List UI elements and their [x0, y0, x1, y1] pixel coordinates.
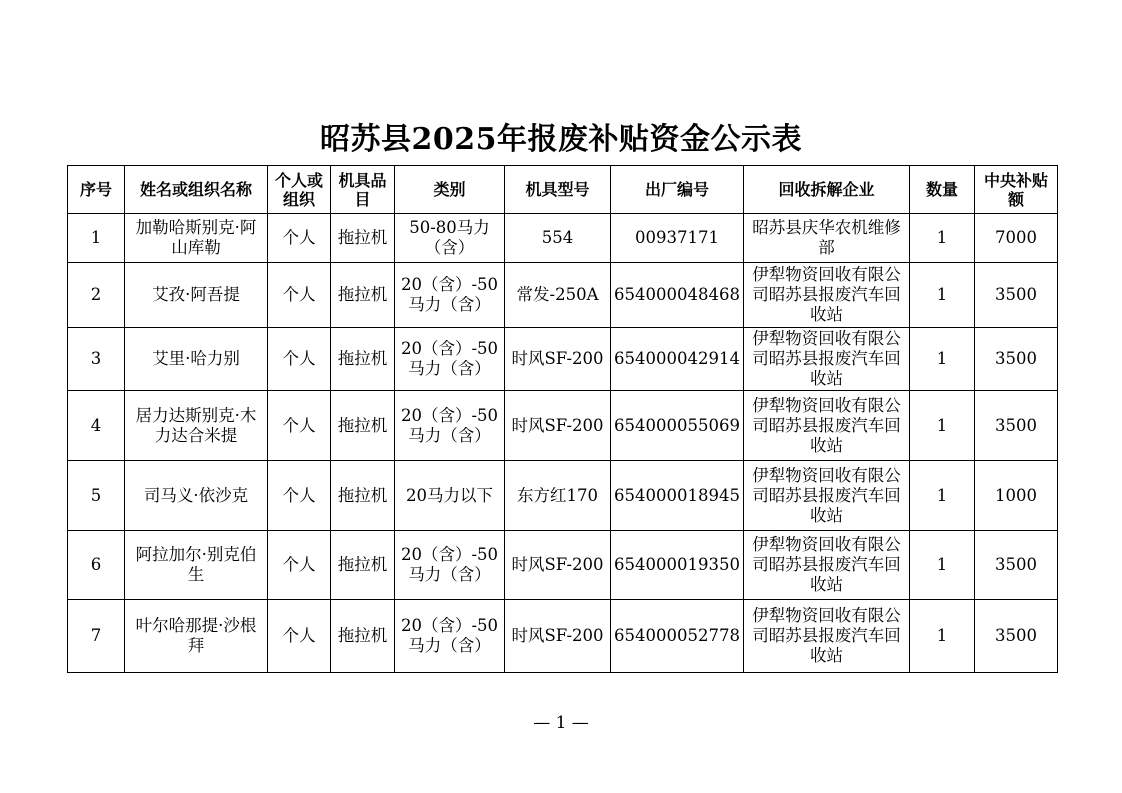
cell-subsidy: 3500	[975, 531, 1058, 600]
cell-subsidy: 3500	[975, 600, 1058, 673]
cell-subsidy: 1000	[975, 461, 1058, 531]
cell-index: 2	[68, 263, 125, 328]
page-title: 昭苏县2025年报废补贴资金公示表	[320, 122, 802, 157]
cell-quantity: 1	[910, 461, 975, 531]
header-cell: 个人或组织	[268, 166, 331, 214]
cell-model: 554	[505, 214, 611, 263]
cell-model: 常发-250A	[505, 263, 611, 328]
cell-subsidy: 7000	[975, 214, 1058, 263]
table-header-row	[68, 166, 1058, 214]
header-cell: 机具型号	[505, 166, 611, 214]
cell-type: 个人	[268, 391, 331, 461]
cell-serial: 654000055069	[611, 391, 744, 461]
cell-serial: 654000048468	[611, 263, 744, 328]
cell-name: 艾里·哈力别	[125, 328, 268, 391]
cell-name: 司马义·依沙克	[125, 461, 268, 531]
cell-index: 3	[68, 328, 125, 391]
cell-item: 拖拉机	[331, 214, 395, 263]
cell-category: 20（含）-50马力（含）	[395, 600, 505, 673]
cell-serial: 00937171	[611, 214, 744, 263]
cell-name: 叶尔哈那提·沙根拜	[125, 600, 268, 673]
table-row	[68, 461, 1058, 531]
table-row	[68, 328, 1058, 391]
cell-category: 20（含）-50马力（含）	[395, 263, 505, 328]
header-cell: 机具品目	[331, 166, 395, 214]
header-cell: 类别	[395, 166, 505, 214]
cell-item: 拖拉机	[331, 461, 395, 531]
cell-model: 时风SF-200	[505, 531, 611, 600]
cell-category: 50-80马力（含）	[395, 214, 505, 263]
cell-company: 伊犁物资回收有限公司昭苏县报废汽车回收站	[744, 531, 910, 600]
table-row	[68, 391, 1058, 461]
cell-index: 7	[68, 600, 125, 673]
cell-quantity: 1	[910, 214, 975, 263]
cell-item: 拖拉机	[331, 328, 395, 391]
cell-model: 时风SF-200	[505, 391, 611, 461]
cell-company: 伊犁物资回收有限公司昭苏县报废汽车回收站	[744, 263, 910, 328]
subsidy-table	[67, 165, 1058, 673]
cell-item: 拖拉机	[331, 600, 395, 673]
cell-index: 5	[68, 461, 125, 531]
header-cell: 数量	[910, 166, 975, 214]
cell-name: 加勒哈斯别克·阿山库勒	[125, 214, 268, 263]
cell-company: 伊犁物资回收有限公司昭苏县报废汽车回收站	[744, 600, 910, 673]
cell-index: 6	[68, 531, 125, 600]
cell-model: 时风SF-200	[505, 328, 611, 391]
table-row	[68, 263, 1058, 328]
cell-name: 艾孜·阿吾提	[125, 263, 268, 328]
cell-type: 个人	[268, 600, 331, 673]
cell-company: 伊犁物资回收有限公司昭苏县报废汽车回收站	[744, 461, 910, 531]
cell-quantity: 1	[910, 600, 975, 673]
header-cell: 中央补贴额	[975, 166, 1058, 214]
page-number: — 1 —	[533, 713, 589, 733]
cell-subsidy: 3500	[975, 263, 1058, 328]
cell-quantity: 1	[910, 263, 975, 328]
cell-model: 时风SF-200	[505, 600, 611, 673]
cell-serial: 654000019350	[611, 531, 744, 600]
cell-subsidy: 3500	[975, 328, 1058, 391]
cell-company: 昭苏县庆华农机维修部	[744, 214, 910, 263]
cell-company: 伊犁物资回收有限公司昭苏县报废汽车回收站	[744, 391, 910, 461]
cell-type: 个人	[268, 328, 331, 391]
header-cell: 回收拆解企业	[744, 166, 910, 214]
cell-name: 阿拉加尔·别克伯生	[125, 531, 268, 600]
cell-quantity: 1	[910, 531, 975, 600]
cell-company: 伊犁物资回收有限公司昭苏县报废汽车回收站	[744, 328, 910, 391]
cell-type: 个人	[268, 214, 331, 263]
cell-type: 个人	[268, 263, 331, 328]
table-row	[68, 214, 1058, 263]
cell-item: 拖拉机	[331, 391, 395, 461]
header-cell: 出厂编号	[611, 166, 744, 214]
cell-category: 20马力以下	[395, 461, 505, 531]
cell-index: 4	[68, 391, 125, 461]
cell-item: 拖拉机	[331, 531, 395, 600]
cell-subsidy: 3500	[975, 391, 1058, 461]
cell-quantity: 1	[910, 328, 975, 391]
cell-index: 1	[68, 214, 125, 263]
cell-quantity: 1	[910, 391, 975, 461]
cell-category: 20（含）-50马力（含）	[395, 391, 505, 461]
cell-category: 20（含）-50马力（含）	[395, 531, 505, 600]
cell-type: 个人	[268, 461, 331, 531]
cell-serial: 654000018945	[611, 461, 744, 531]
cell-model: 东方红170	[505, 461, 611, 531]
cell-category: 20（含）-50马力（含）	[395, 328, 505, 391]
cell-serial: 654000042914	[611, 328, 744, 391]
header-cell: 姓名或组织名称	[125, 166, 268, 214]
table-row	[68, 531, 1058, 600]
cell-item: 拖拉机	[331, 263, 395, 328]
cell-type: 个人	[268, 531, 331, 600]
header-cell: 序号	[68, 166, 125, 214]
table-row	[68, 600, 1058, 673]
cell-name: 居力达斯别克·木力达合米提	[125, 391, 268, 461]
cell-serial: 654000052778	[611, 600, 744, 673]
